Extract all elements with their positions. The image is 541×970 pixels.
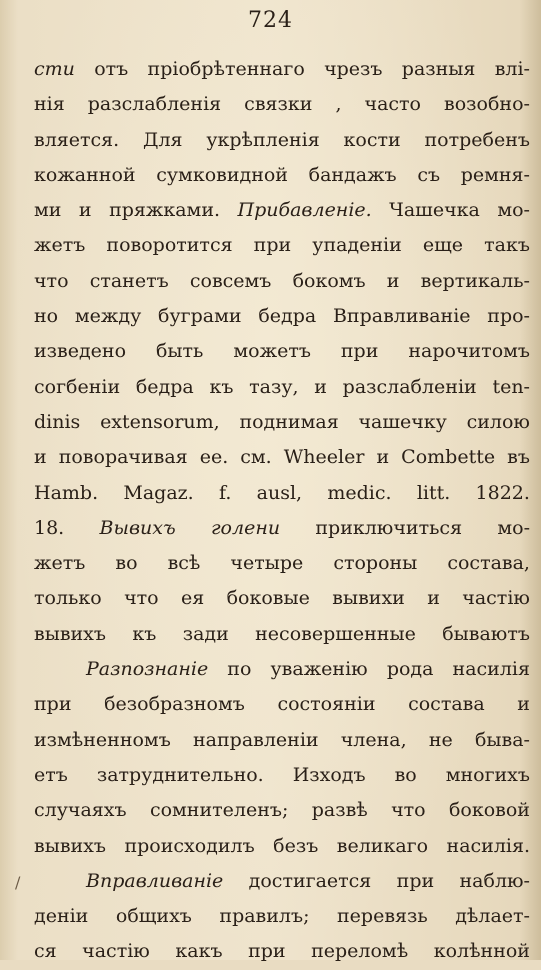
text-line — [34, 228, 530, 263]
word: деніи — [34, 905, 89, 928]
italic-word: Вывихъ — [99, 516, 176, 539]
text-line — [34, 405, 530, 440]
word: великаго — [336, 834, 429, 857]
margin-mark: / — [15, 873, 21, 892]
text-line — [34, 864, 530, 899]
italic-word: Вправливаніе — [86, 869, 224, 892]
word: силою — [466, 410, 530, 433]
word: при — [248, 940, 286, 963]
text-line — [34, 687, 530, 722]
word: что — [391, 799, 426, 822]
word: разныя — [401, 58, 476, 80]
word: ся — [34, 940, 57, 963]
word: вертикаль- — [420, 269, 530, 292]
word: какъ — [175, 940, 223, 963]
word: состава — [408, 693, 485, 716]
text-line — [34, 87, 530, 122]
italic-word: голени — [210, 516, 281, 539]
word: зади — [182, 622, 229, 645]
word: еще — [422, 234, 464, 257]
text-line — [34, 758, 530, 793]
word: во — [394, 763, 417, 786]
text-line — [34, 546, 530, 581]
word: частію — [82, 940, 150, 963]
word: при — [396, 869, 435, 892]
italic-word: Прибавленіе. — [237, 199, 372, 222]
word: упаденіи — [312, 234, 402, 257]
word: возобно- — [444, 93, 530, 116]
page-number: 724 — [248, 8, 293, 33]
word: Hamb. — [34, 481, 99, 504]
word: такъ — [484, 234, 530, 257]
word: и — [427, 587, 440, 610]
word: изведено — [34, 340, 127, 363]
word: ми — [34, 199, 62, 222]
word: согбеніи — [34, 375, 121, 398]
word: Для — [143, 128, 183, 151]
italic-word: Разпознаніе — [86, 658, 209, 681]
word: стороны — [333, 552, 418, 575]
text-line — [34, 370, 530, 405]
word: вывихъ — [34, 834, 106, 857]
text-line — [34, 511, 530, 546]
text-line — [34, 829, 530, 864]
word: направленіи — [193, 728, 319, 751]
word: поворачивая — [58, 446, 188, 469]
word: бедра — [135, 375, 194, 398]
word: правилъ; — [219, 905, 310, 928]
word: и — [376, 446, 390, 469]
italic-word: сти — [34, 58, 75, 80]
text-line — [34, 793, 530, 828]
word: съ — [417, 163, 441, 186]
word: случаяхъ — [34, 799, 127, 822]
word: колѣнной — [433, 940, 530, 963]
text-line — [34, 934, 530, 969]
word: безобразномъ — [104, 693, 245, 716]
word: бедра — [258, 305, 317, 328]
word: бандажъ — [308, 163, 397, 186]
word: перевязь — [337, 905, 428, 928]
word: при — [34, 693, 72, 716]
word: насилія — [452, 658, 530, 681]
word: влі- — [494, 58, 530, 80]
word: чашечку — [358, 410, 447, 433]
word: что — [34, 269, 69, 292]
word: Wheeler — [283, 446, 365, 469]
text-line — [34, 158, 530, 193]
word: разслабленіи — [342, 375, 477, 398]
text-line — [34, 299, 530, 334]
word: medic. — [327, 481, 392, 504]
word: къ — [132, 622, 157, 645]
word: члена, — [340, 728, 407, 751]
word: четыре — [230, 552, 304, 575]
word: Чашечка — [389, 199, 480, 222]
word: поворотится — [106, 234, 233, 257]
word: сомнителенъ; — [149, 799, 289, 822]
text-line — [34, 476, 530, 511]
word: часто — [364, 93, 421, 116]
word: уваженію — [270, 658, 368, 681]
text-line — [34, 123, 530, 158]
word: боковой — [448, 799, 530, 822]
word: етъ — [34, 763, 68, 786]
body-text — [34, 52, 530, 970]
word: частію — [462, 587, 530, 610]
word: ея — [180, 587, 205, 610]
word: и — [314, 375, 327, 398]
word: отъ — [94, 58, 129, 80]
word: можетъ — [233, 340, 311, 363]
word: кожанной — [34, 163, 136, 186]
word: приключиться — [315, 516, 463, 539]
word: между — [74, 305, 142, 328]
word: Изходъ — [292, 763, 366, 786]
word: разслабленія — [87, 93, 222, 116]
word: измѣненномъ — [34, 728, 171, 751]
word: затруднительно. — [96, 763, 264, 786]
word: не — [428, 728, 453, 751]
text-line — [34, 334, 530, 369]
word: и — [386, 269, 400, 292]
word: насилія. — [446, 834, 530, 857]
word: вывихъ — [34, 622, 106, 645]
word: кости — [343, 128, 401, 151]
word: и — [34, 446, 47, 469]
word: въ — [507, 446, 530, 469]
word: f. — [218, 481, 232, 504]
word: 1822. — [475, 481, 530, 504]
word: Combette — [401, 446, 496, 469]
word: мо- — [497, 516, 530, 539]
text-line — [34, 193, 530, 228]
word: боковые — [226, 587, 310, 610]
word: достигается — [248, 869, 372, 892]
word: безъ — [273, 834, 319, 857]
word: ее. — [199, 446, 229, 469]
word: Вправливаніе — [332, 305, 471, 328]
word: dinis — [34, 410, 81, 433]
word: жетъ — [34, 234, 86, 257]
word: несовершенные — [255, 622, 416, 645]
text-line — [34, 440, 530, 475]
word: вывихи — [332, 587, 405, 610]
word: ремня- — [460, 163, 530, 186]
word: буграми — [158, 305, 242, 328]
word: многихъ — [445, 763, 530, 786]
word: пріобрѣтеннаго — [147, 58, 305, 80]
word: бываютъ — [442, 622, 530, 645]
word: только — [34, 587, 102, 610]
word: Magaz. — [123, 481, 194, 504]
word: происходилъ — [124, 834, 255, 857]
word: про- — [487, 305, 530, 328]
word: extensorum, — [100, 410, 220, 433]
word: укрѣпленія — [206, 128, 320, 151]
word: при — [253, 234, 292, 257]
word: бокомъ — [292, 269, 366, 292]
word: наблю- — [459, 869, 530, 892]
word: всѣ — [167, 552, 201, 575]
word: состава, — [447, 552, 530, 575]
word: нія — [34, 93, 65, 116]
text-line — [34, 52, 530, 87]
word: мо- — [497, 199, 530, 222]
word: развѣ — [311, 799, 368, 822]
word: быва- — [474, 728, 530, 751]
word: ten- — [492, 375, 530, 398]
text-line — [34, 617, 530, 652]
word: поднимая — [239, 410, 339, 433]
word: и — [78, 199, 92, 222]
text-line — [34, 723, 530, 758]
word: см. — [240, 446, 272, 469]
word: что — [124, 587, 159, 610]
word: быть — [155, 340, 204, 363]
word: рода — [386, 658, 434, 681]
word: и — [517, 693, 530, 716]
word: станетъ — [89, 269, 169, 292]
word: совсемъ — [189, 269, 272, 292]
word: вляется. — [34, 128, 120, 151]
word: нарочитомъ — [408, 340, 530, 363]
text-line — [34, 581, 530, 616]
text-line — [34, 264, 530, 299]
text-line — [34, 652, 530, 687]
word: переломѣ — [311, 940, 409, 963]
word: пряжками. — [109, 199, 221, 222]
word: по — [227, 658, 252, 681]
word: тазу, — [249, 375, 299, 398]
word: связки — [244, 93, 313, 116]
word: , — [335, 93, 342, 116]
word: 18. — [34, 516, 65, 539]
word: состояніи — [277, 693, 376, 716]
word: къ — [209, 375, 234, 398]
word: чрезъ — [324, 58, 383, 80]
word: сумковидной — [156, 163, 288, 186]
text-line — [34, 899, 530, 934]
word: при — [340, 340, 379, 363]
word: но — [34, 305, 59, 328]
word: потребенъ — [424, 128, 530, 151]
word: дѣлает- — [455, 905, 530, 928]
word: во — [115, 552, 138, 575]
word: жетъ — [34, 552, 86, 575]
word: ausl, — [256, 481, 303, 504]
word: litt. — [416, 481, 451, 504]
word: общихъ — [115, 905, 192, 928]
